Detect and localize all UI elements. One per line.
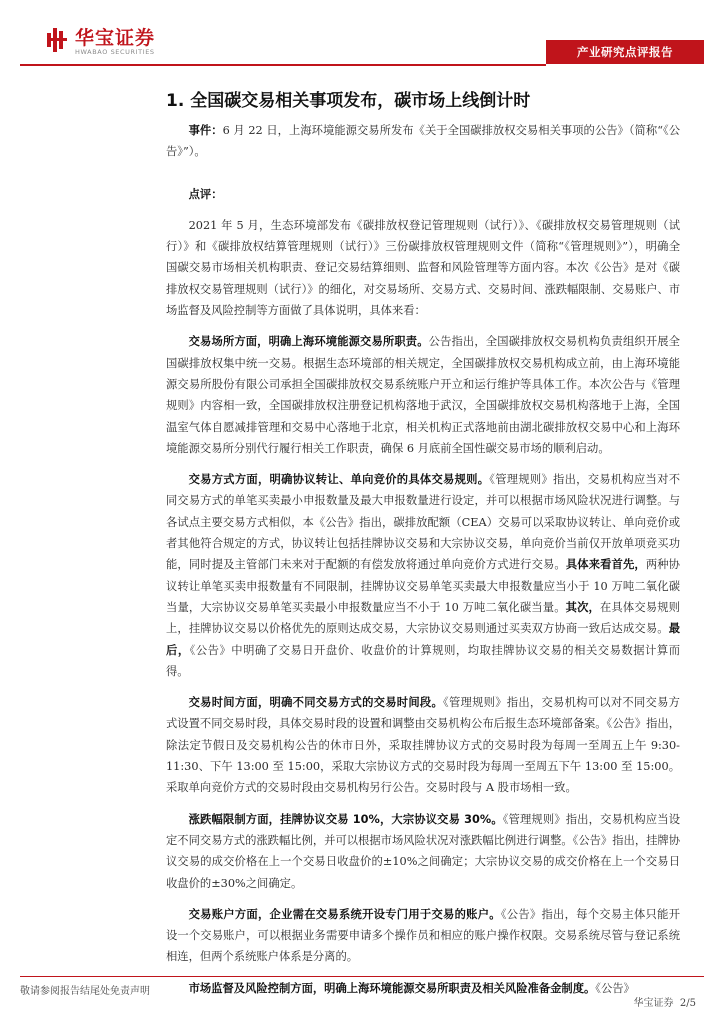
paragraph-highlight: 交易场所方面，明确上海环境能源交易所职责。: [188, 335, 429, 349]
paragraph-highlight: 市场监督及风险控制方面，明确上海环境能源交易所职责及相关风险准备金制度。: [188, 981, 596, 995]
event-label: 事件：: [188, 124, 223, 137]
logo-name-cn: 华宝证券: [75, 27, 156, 49]
paragraph-text: 两种协议转让单笔买卖申报数量有不同限制，挂牌协议交易单笔买卖最大申报数量应当小于 10 万吨二氧化碳当量，大宗协议交易单笔买卖最小申报数量应当不小于 10 万吨二氧化碳当量。: [166, 558, 680, 614]
paragraph-list: [166, 331, 680, 999]
comment-paragraph: [166, 184, 680, 205]
body-paragraph: [166, 469, 680, 682]
article-body: [166, 120, 680, 999]
company-logo: [47, 28, 155, 58]
paragraph-highlight: 其次，: [565, 600, 600, 614]
body-paragraph: [166, 904, 680, 968]
paragraph-highlight: 交易时间方面，明确不同交易方式的交易时间段。: [188, 696, 444, 710]
comment-label: 点评：: [188, 187, 223, 201]
body-paragraph: [166, 978, 680, 999]
paragraph-highlight: 涨跌幅限制方面，挂牌协议交易 10%，大宗协议交易 30%。: [188, 812, 503, 826]
body-paragraph: [166, 809, 680, 894]
event-text: 6 月 22 日，上海环境能源交易所发布《关于全国碳排放权交易相关事项的公告》（简称“《公告》”）。: [166, 124, 680, 159]
paragraph-text: 《管理规则》指出，交易机构可以对不同交易方式设置不同交易时段，具体交易时段的设置和调整由交易机构公布后报生态环境部备案。《公告》指出，除法定节假日及交易机构公告的休市日外，采取挂牌协议方式的交易时段为每周一至周五上午 9:30-11:30、下午 13:00 至 15:00，采取大宗协议方式的交易时段为每周一至周五下午 13:00 至 15:00。采取单向竞价方式的交易时段由交易机构另行公告。交易时段与 A 股市场相一致。: [166, 696, 681, 795]
paragraph-highlight: 交易账户方面，企业需在交易系统开设专门用于交易的账户。: [188, 907, 501, 921]
paragraph-text: 公告指出，全国碳排放权交易机构负责组织开展全国碳排放权集中统一交易。根据生态环境部的相关规定，全国碳排放权交易机构成立前，由上海环境能源交易所股份有限公司承担全国碳排放权交易系统账户开立和运行维护等具体工作。本次公告与《管理规则》内容相一致，全国碳排放权注册登记机构落地于武汉，全国碳排放权交易机构落地于上海，全国温室气体自愿减排管理和交易中心落地于北京，相关机构正式落地前由湖北碳排放权交易中心和上海环境能源交易所分别代行履行相关工作职责，确保 6 月底前全国性碳交易市场的顺利启动。: [166, 335, 680, 455]
body-paragraph: [166, 692, 680, 798]
paragraph-text: 《管理规则》指出，交易机构应当对不同交易方式的单笔买卖最小申报数量及最大申报数量进行设定，并可以根据市场风险状况进行调整。与各试点主要交易方式相似，本《公告》指出，碳排放配额（CEA）交易可以采取协议转让、单向竞价或者其他符合规定的方式，协议转让包括挂牌协议交易和大宗协议交易，单向竞价当前仅开放单项竞买功能，同时提及主管部门未来对于配额的有偿发放将通过单向竞价方式进行交易。: [166, 473, 680, 572]
header-divider: [20, 64, 546, 66]
paragraph-text: 《管理规则》指出，交易机构应当设定不同交易方式的涨跌幅比例，并可以根据市场风险状况对涨跌幅比例进行调整。《公告》指出，挂牌协议交易的成交价格在上一个交易日收盘价的±10%之间确定；大宗协议交易的成交价格在上一个交易日收盘价的±30%之间确定。: [166, 812, 681, 890]
logo-name-en: HWABAO SECURITIES: [75, 48, 155, 56]
footer-page-info: [634, 994, 696, 1009]
footer-disclaimer: 敬请参阅报告结尾处免责声明: [20, 986, 150, 997]
event-paragraph: [166, 120, 680, 163]
footer-divider: [20, 976, 704, 977]
paragraph-highlight: 最后，: [166, 622, 680, 657]
paragraph-text: 《公告》中明确了交易日开盘价、收盘价的计算规则，均取挂牌协议交易的相关交易数据计算而得。: [166, 643, 680, 678]
footer-brand: 华宝证券: [633, 998, 674, 1009]
report-type-badge: 产业研究点评报告: [546, 40, 704, 64]
paragraph-text: 《公告》: [595, 981, 635, 995]
paragraph-text: 在具体交易规则上，挂牌协议交易以价格优先的原则达成交易，大宗协议交易则通过买卖双方协商一致后达成交易。: [166, 600, 680, 636]
paragraph-highlight: 交易方式方面，明确协议转让、单向竞价的具体交易规则。: [188, 473, 490, 487]
body-paragraph: [166, 331, 680, 459]
page-header: [0, 0, 724, 70]
paragraph-text: 《公告》指出，每个交易主体只能开设一个交易账户，可以根据业务需要申请多个操作员和相应的账户操作权限。交易系统尽管与登记系统相连，但两个系统账户体系是分离的。: [166, 907, 680, 964]
section-title: 1. 全国碳交易相关事项发布，碳市场上线倒计时: [166, 91, 531, 111]
intro-paragraph: 2021 年 5 月，生态环境部发布《碳排放权登记管理规则（试行）》、《碳排放权交易管理规则（试行）》和《碳排放权结算管理规则（试行）》三份碳排放权管理规则文件（简称“《管理规则》”），明确全国碳交易市场相关机构职责、登记交易结算细则、监督和风险管理等方面内容。本次《公告》是对《碳排放权交易管理规则（试行）》的细化，对交易场所、交易方式、交易时间、涨跌幅限制、交易账户、市场监督及风险控制等方面做了具体说明，具体来看：: [166, 218, 681, 318]
paragraph-highlight: 具体来看首先，: [565, 558, 646, 572]
footer-page-number: 2/5: [679, 998, 696, 1009]
logo-mark-icon: [47, 28, 69, 52]
